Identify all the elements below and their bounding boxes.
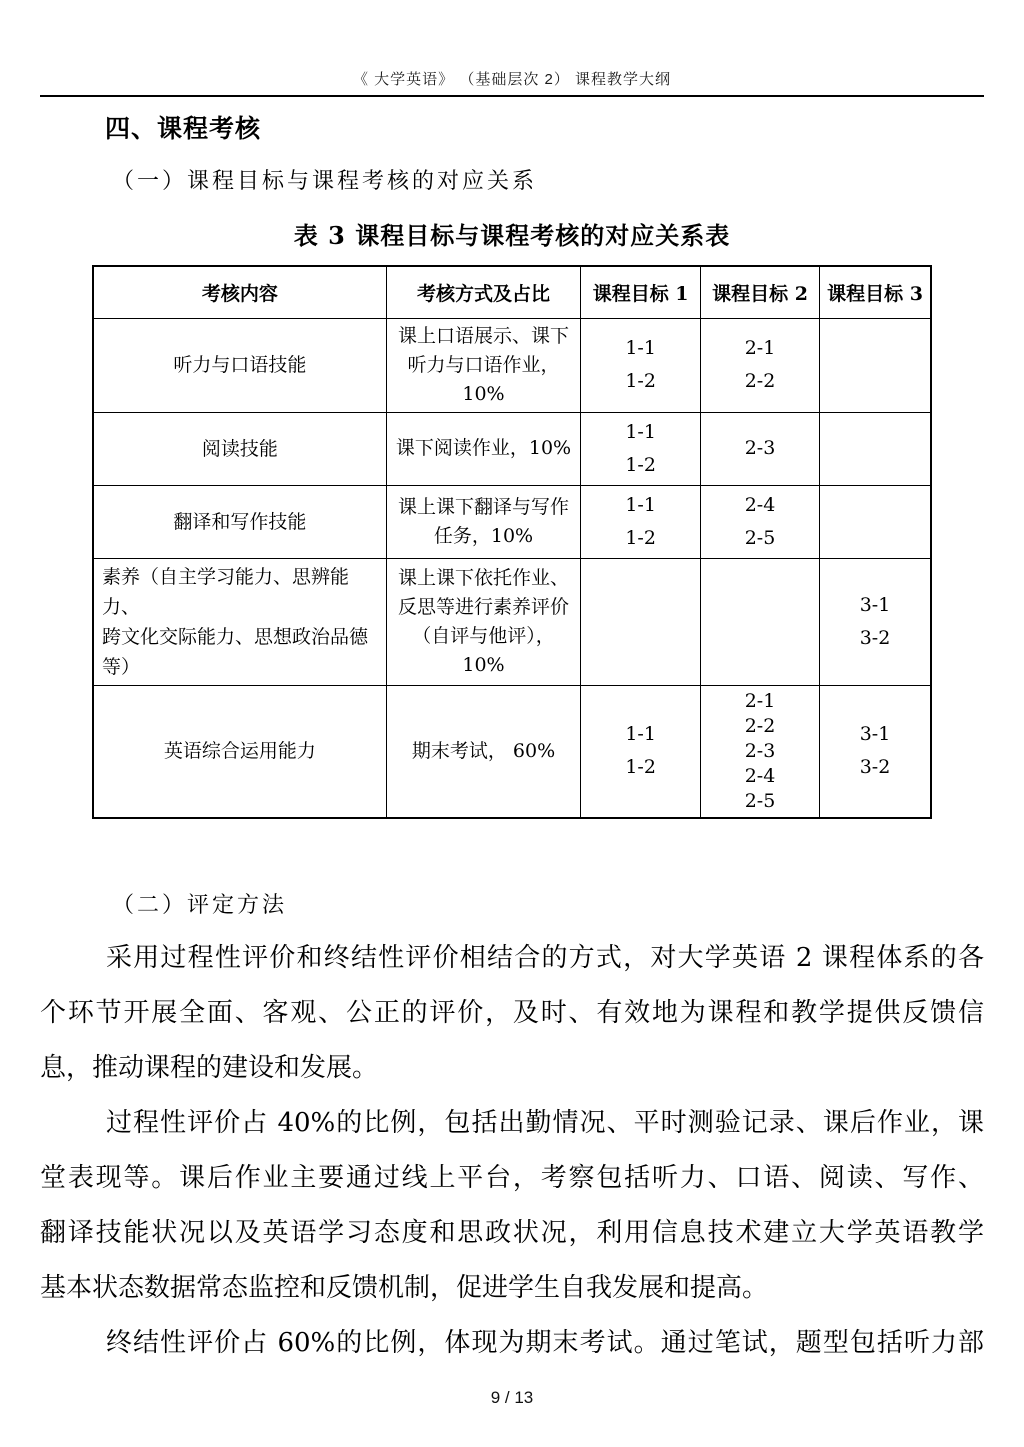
subsection-1-heading: （一）课程目标与课程考核的对应关系	[112, 169, 538, 194]
cell-method: 期末考试， 60%	[386, 685, 580, 818]
assessment-table	[92, 265, 932, 819]
cell-goal2: 2-1 2-2	[701, 318, 820, 412]
header-divider	[40, 95, 984, 97]
body-text	[40, 931, 984, 1371]
cell-goal3: 3-1 3-2	[820, 685, 931, 818]
paragraph-line: 终结性评价占 60%的比例，体现为期末考试。通过笔试，题型包括听力部	[106, 1327, 984, 1358]
col-header-goal2: 课程目标 2	[701, 266, 820, 318]
cell-goal2: 2-3	[701, 412, 820, 485]
subsection-2-heading: （二）评定方法	[112, 892, 288, 918]
cell-goal2: 2-4 2-5	[701, 485, 820, 558]
cell-goal1: 1-1 1-2	[581, 318, 701, 412]
cell-goal3	[820, 412, 931, 485]
paragraph-line: 堂表现等。课后作业主要通过线上平台，考察包括听力、口语、阅读、写作、	[40, 1162, 984, 1193]
cell-goal3: 3-1 3-2	[820, 558, 931, 685]
cell-goal1: 1-1 1-2	[581, 485, 701, 558]
cell-goal2	[701, 558, 820, 685]
page-number: 9 / 13	[490, 1387, 534, 1407]
table-row	[93, 485, 931, 558]
paragraph-line: 过程性评价占 40%的比例，包括出勤情况、平时测验记录、课后作业，课	[106, 1107, 984, 1138]
col-header-method: 考核方式及占比	[386, 266, 580, 318]
cell-content: 英语综合运用能力	[93, 685, 386, 818]
cell-content: 翻译和写作技能	[93, 485, 386, 558]
table-row	[93, 685, 931, 818]
cell-goal2: 2-1 2-2 2-3 2-4 2-5	[701, 685, 820, 818]
cell-goal1: 1-1 1-2	[581, 412, 701, 485]
cell-method: 课上口语展示、课下 听力与口语作业， 10%	[386, 318, 580, 412]
col-header-content: 考核内容	[93, 266, 386, 318]
paragraph-line: 基本状态数据常态监控和反馈机制，促进学生自我发展和提高。	[40, 1272, 769, 1303]
table-row	[93, 318, 931, 412]
paragraph-line: 个环节开展全面、客观、公正的评价，及时、有效地为课程和教学提供反馈信	[40, 997, 984, 1028]
running-header	[40, 0, 984, 97]
assessment-table-wrap	[92, 265, 984, 819]
cell-goal1: 1-1 1-2	[581, 685, 701, 818]
table-row	[93, 412, 931, 485]
cell-method: 课上课下依托作业、 反思等进行素养评价 （自评与他评）， 10%	[386, 558, 580, 685]
cell-content: 素养（自主学习能力、思辨能力、 跨文化交际能力、思想政治品德 等）	[93, 558, 386, 685]
paragraph-line: 翻译技能状况以及英语学习态度和思政状况，利用信息技术建立大学英语教学	[40, 1217, 984, 1248]
cell-goal3	[820, 318, 931, 412]
col-header-goal3: 课程目标 3	[820, 266, 931, 318]
document-title: 《 大学英语》 （基础层次 2） 课程教学大纲	[352, 71, 671, 88]
paragraph-line: 采用过程性评价和终结性评价相结合的方式，对大学英语 2 课程体系的各	[106, 942, 984, 973]
cell-method: 课下阅读作业，10%	[386, 412, 580, 485]
table-header-row	[93, 266, 931, 318]
table-row	[93, 558, 931, 685]
table-caption: 表 3 课程目标与课程考核的对应关系表	[293, 221, 731, 250]
paragraph-line: 息，推动课程的建设和发展。	[40, 1052, 379, 1083]
cell-content: 阅读技能	[93, 412, 386, 485]
cell-goal1	[581, 558, 701, 685]
cell-content: 听力与口语技能	[93, 318, 386, 412]
section-heading: 四、课程考核	[105, 115, 262, 143]
cell-goal3	[820, 485, 931, 558]
col-header-goal1: 课程目标 1	[581, 266, 701, 318]
cell-method: 课上课下翻译与写作 任务，10%	[386, 485, 580, 558]
